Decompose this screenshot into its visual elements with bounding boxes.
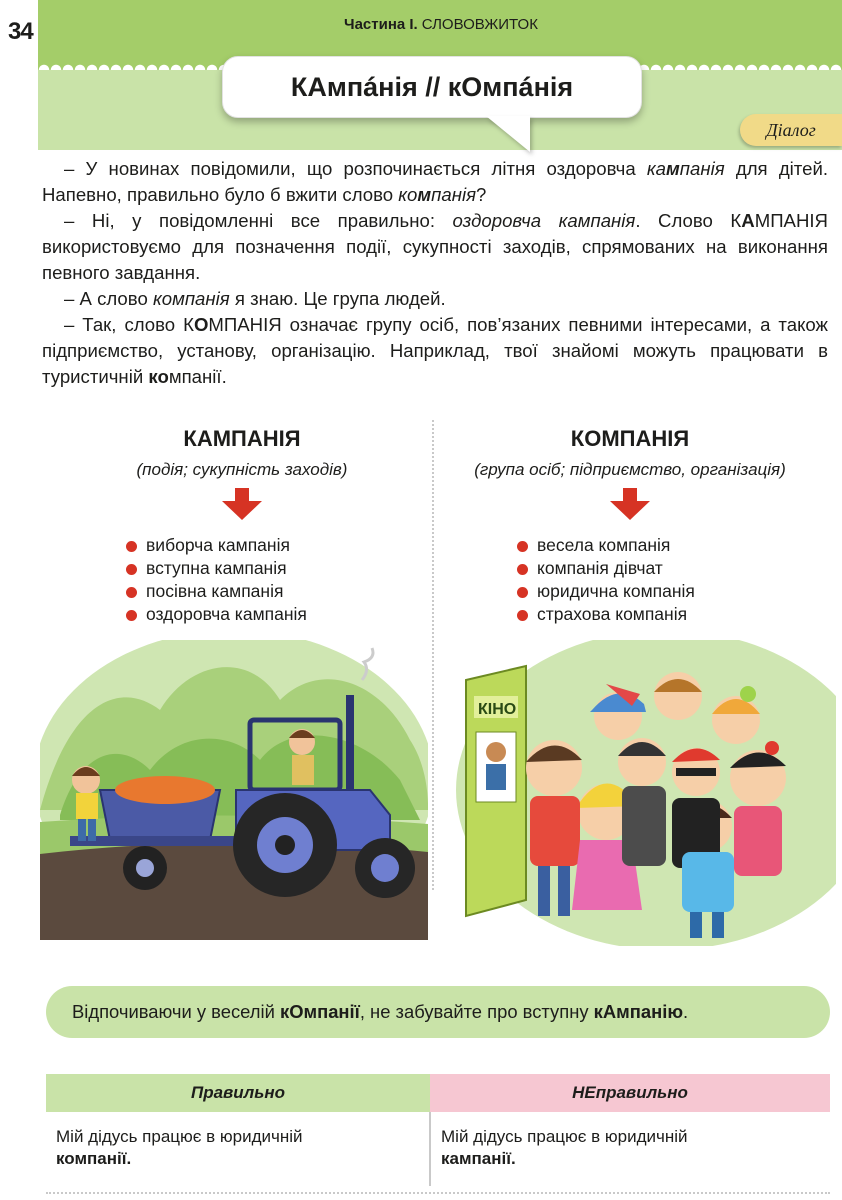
column-kampaniia xyxy=(52,420,432,626)
incorrect-example: Мій дідусь працює в юридичній кампанії. xyxy=(441,1127,688,1168)
arrow-down-icon xyxy=(610,488,650,524)
dialogue-line-2: – Ні, у повідомленні все правильно: оздоровча кампанія. Слово КАМПАНІЯ використовуємо для позначення події, сукупності заходів, спрямованих на виконання певного завдання. xyxy=(42,210,828,283)
list-item: юридична компанія xyxy=(537,580,820,603)
tractor-scene-icon xyxy=(40,640,428,940)
table-header-row xyxy=(46,1074,830,1112)
comparison-table xyxy=(46,1074,830,1186)
section-title xyxy=(0,16,842,33)
correct-header: Правильно xyxy=(46,1074,430,1112)
column-divider xyxy=(432,420,434,890)
list-item: компанія дівчат xyxy=(537,557,820,580)
rule-text: Відпочиваючи у веселій кОмпанії, не забувайте про вступну кАмпанію. xyxy=(72,1001,689,1022)
dialogue-line-4: – Так, слово КОМПАНІЯ означає групу осіб, пов’язаних певними інтересами, а також підприємство, установу, організацію. Наприклад, твої знайомі можуть працювати в туристичній компанії. xyxy=(42,314,828,387)
dialogue xyxy=(42,156,828,390)
correct-example: Мій дідусь працює в юридичній компанії. xyxy=(46,1112,430,1186)
topic-label: СЛОВОВЖИТОК xyxy=(421,16,538,33)
list-item: страхова компанія xyxy=(537,603,820,626)
word-kompaniia: КОМПАНІЯ xyxy=(570,426,690,451)
arrow-down-icon xyxy=(222,488,262,524)
bubble-tail xyxy=(486,116,530,152)
page-number: 34 xyxy=(8,18,33,45)
list-item: оздоровча кампанія xyxy=(146,603,432,626)
incorrect-header: НЕправильно xyxy=(430,1074,830,1112)
title-text: КАмпáнія // кОмпáнія xyxy=(290,71,574,102)
part-label: Частина І. xyxy=(344,16,418,33)
tractor-illustration xyxy=(40,640,428,940)
examples-kompaniia xyxy=(537,534,820,626)
dialog-tag: Діалог xyxy=(740,114,842,146)
cinema-sign: КІНО xyxy=(478,701,517,718)
dialogue-line-1: – У новинах повідомили, що розпочинається літня оздоровча кампанія для дітей. Напевно, правильно було б вжити слово компанія? xyxy=(42,158,828,205)
column-kompaniia xyxy=(440,420,820,626)
title-bubble xyxy=(222,56,642,118)
rule-box xyxy=(46,986,830,1038)
definition-kampaniia: (подія; сукупність заходів) xyxy=(136,460,348,479)
children-scene-icon xyxy=(446,640,836,946)
dialogue-line-3: – А слово компанія я знаю. Це група людей. xyxy=(64,288,446,309)
table-row xyxy=(46,1112,830,1186)
list-item: виборча кампанія xyxy=(146,534,432,557)
list-item: вступна кампанія xyxy=(146,557,432,580)
bottom-rule xyxy=(46,1192,830,1194)
list-item: посівна кампанія xyxy=(146,580,432,603)
cinema-children-illustration xyxy=(446,640,836,946)
list-item: весела компанія xyxy=(537,534,820,557)
definition-kompaniia: (група осіб; підприємство, організація) xyxy=(474,460,786,479)
word-kampaniia: КАМПАНІЯ xyxy=(183,426,301,451)
examples-kampaniia xyxy=(146,534,432,626)
